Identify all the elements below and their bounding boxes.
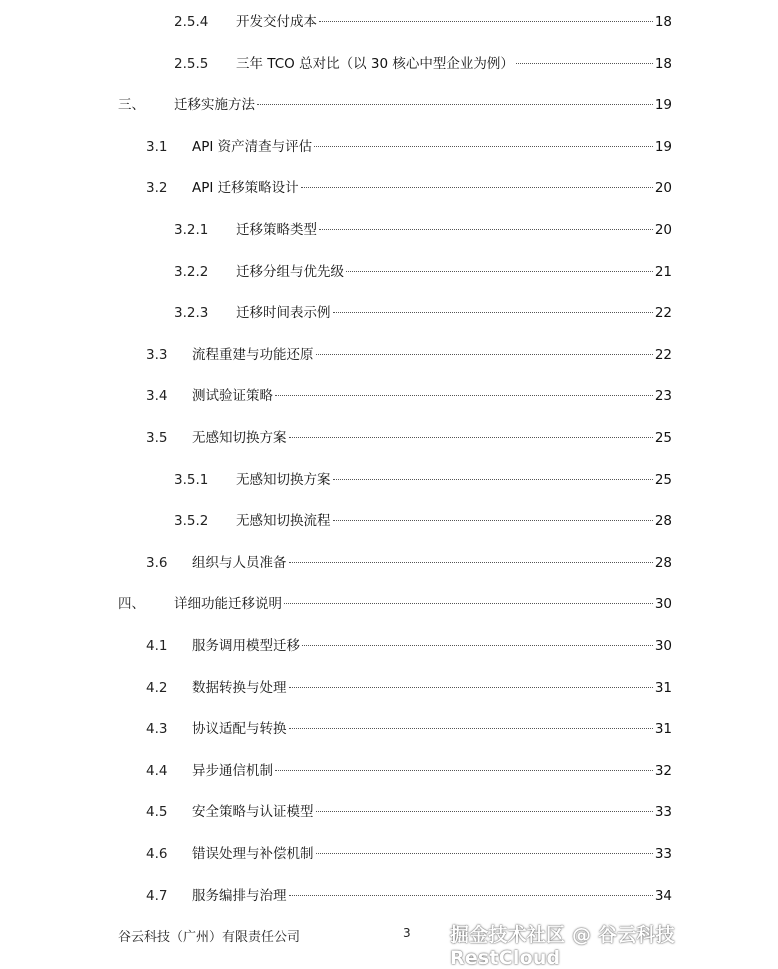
toc-entry-page-number: 34 — [654, 887, 672, 904]
toc-entry-title: 服务调用模型迁移 — [192, 638, 300, 654]
toc-entry-title: 三年 TCO 总对比（以 30 核心中型企业为例） — [236, 55, 514, 72]
toc-entry[interactable] — [146, 761, 672, 781]
toc-entry-number: 3.5.2 — [174, 513, 209, 530]
toc-entry-page-number: 21 — [654, 263, 672, 280]
toc-entry-page-number: 18 — [654, 55, 672, 72]
toc-entry-page-number: 33 — [654, 846, 672, 862]
toc-entry-number: 四、 — [118, 596, 145, 613]
toc-entry-page-number: 31 — [654, 679, 672, 696]
toc-entry-title: 服务编排与治理 — [192, 887, 287, 904]
toc-entry[interactable] — [174, 470, 672, 490]
toc-dot-leader — [284, 603, 653, 604]
toc-entry[interactable] — [146, 844, 672, 864]
toc-entry-title: 协议适配与转换 — [192, 721, 287, 738]
toc-dot-leader — [289, 562, 653, 563]
toc-entry-number: 4.5 — [146, 804, 168, 821]
toc-dot-leader — [319, 229, 653, 230]
toc-entry[interactable] — [174, 12, 672, 32]
toc-entry[interactable] — [146, 178, 672, 198]
toc-entry-number: 4.7 — [146, 887, 168, 904]
toc-entry-title: 迁移时间表示例 — [236, 305, 331, 322]
toc-entry-page-number: 32 — [654, 762, 672, 779]
toc-entry-number: 3.5 — [146, 430, 168, 446]
toc-entry-page-number: 22 — [654, 346, 672, 363]
toc-dot-leader — [257, 104, 653, 105]
toc-entry-number: 4.2 — [146, 679, 168, 696]
toc-entry[interactable] — [146, 802, 672, 822]
toc-entry-title: 数据转换与处理 — [192, 679, 287, 696]
toc-entry-page-number: 19 — [654, 97, 672, 114]
toc-entry-page-number: 28 — [654, 513, 672, 530]
toc-entry[interactable] — [174, 303, 672, 323]
toc-dot-leader — [316, 354, 653, 355]
toc-entry-page-number: 20 — [654, 222, 672, 238]
toc-entry[interactable] — [146, 719, 672, 739]
toc-dot-leader — [333, 479, 653, 480]
toc-entry-page-number: 19 — [654, 138, 672, 155]
toc-entry-number: 3.3 — [146, 346, 168, 363]
toc-entry-title: 测试验证策略 — [192, 388, 273, 405]
toc-entry-number: 2.5.5 — [174, 55, 209, 72]
toc-dot-leader — [333, 520, 653, 521]
toc-entry-title: 安全策略与认证模型 — [192, 804, 314, 821]
toc-entry-page-number: 18 — [654, 14, 672, 30]
toc-entry-number: 4.6 — [146, 846, 168, 862]
toc-entry[interactable] — [146, 886, 672, 906]
toc-dot-leader — [346, 271, 653, 272]
toc-entry[interactable] — [174, 220, 672, 240]
toc-entry[interactable] — [174, 54, 672, 74]
toc-entry[interactable] — [118, 594, 672, 614]
toc-entry-number: 3.2.1 — [174, 222, 209, 238]
toc-dot-leader — [289, 895, 653, 896]
toc-dot-leader — [302, 645, 653, 646]
toc-entry-title: 迁移分组与优先级 — [236, 263, 344, 280]
toc-dot-leader — [289, 728, 653, 729]
toc-dot-leader — [301, 187, 653, 188]
toc-dot-leader — [316, 811, 653, 812]
toc-entry-title: 详细功能迁移说明 — [174, 596, 282, 613]
toc-entry-page-number: 23 — [654, 388, 672, 405]
toc-entry-number: 3.5.1 — [174, 471, 209, 488]
toc-entry-title: 无感知切换方案 — [192, 430, 287, 446]
toc-entry-number: 4.4 — [146, 762, 168, 779]
footer-company-name: 谷云科技（广州）有限责任公司 — [118, 930, 301, 945]
toc-entry[interactable] — [146, 345, 672, 365]
toc-entry-number: 4.1 — [146, 638, 168, 654]
toc-entry-number: 3.1 — [146, 138, 168, 155]
toc-dot-leader — [316, 853, 653, 854]
page-footer — [0, 920, 778, 969]
toc-entry-page-number: 25 — [654, 430, 672, 446]
toc-entry[interactable] — [146, 678, 672, 698]
toc-entry-title: API 资产清查与评估 — [192, 138, 313, 155]
toc-entry-number: 3.2.3 — [174, 305, 209, 322]
toc-dot-leader — [516, 63, 653, 64]
toc-entry-title: API 迁移策略设计 — [192, 180, 299, 197]
toc-entry[interactable] — [146, 428, 672, 448]
toc-dot-leader — [275, 395, 653, 396]
toc-entry-page-number: 20 — [654, 180, 672, 197]
toc-entry-number: 3.4 — [146, 388, 168, 405]
toc-entry-title: 流程重建与功能还原 — [192, 346, 314, 363]
toc-entry-page-number: 33 — [654, 804, 672, 821]
toc-entry[interactable] — [146, 636, 672, 656]
toc-entry-title: 迁移实施方法 — [174, 97, 255, 114]
toc-entry-number: 3.2.2 — [174, 263, 209, 280]
watermark-text: 掘金技术社区 @ 谷云科技RestCloud — [450, 924, 675, 969]
toc-dot-leader — [333, 312, 653, 313]
footer-page-number: 3 — [403, 926, 411, 940]
toc-entry-title: 错误处理与补偿机制 — [192, 846, 314, 862]
toc-entry-title: 迁移策略类型 — [236, 222, 317, 238]
toc-entry-title: 异步通信机制 — [192, 762, 273, 779]
toc-entry-page-number: 25 — [654, 471, 672, 488]
toc-entry-number: 3.2 — [146, 180, 168, 197]
toc-entry-number: 3.6 — [146, 554, 168, 571]
toc-entry-page-number: 22 — [654, 305, 672, 322]
toc-entry-page-number: 30 — [654, 638, 672, 654]
toc-entry[interactable] — [146, 553, 672, 573]
toc-entry-page-number: 31 — [654, 721, 672, 738]
toc-entry-title: 无感知切换方案 — [236, 471, 331, 488]
toc-entry-title: 开发交付成本 — [236, 14, 317, 30]
toc-entry[interactable] — [174, 511, 672, 531]
toc-entry-page-number: 30 — [654, 596, 672, 613]
toc-dot-leader — [314, 146, 653, 147]
toc-dot-leader — [289, 437, 653, 438]
toc-entry-number: 三、 — [118, 97, 145, 114]
toc-entry-title: 组织与人员准备 — [192, 554, 287, 571]
toc-entry[interactable] — [146, 137, 672, 157]
toc-entry-number: 2.5.4 — [174, 14, 209, 30]
toc-entry-title: 无感知切换流程 — [236, 513, 331, 530]
toc-dot-leader — [319, 21, 653, 22]
toc-entry[interactable] — [118, 95, 672, 115]
toc-entry[interactable] — [146, 386, 672, 406]
toc-entry-number: 4.3 — [146, 721, 168, 738]
toc-entry[interactable] — [174, 262, 672, 282]
toc-dot-leader — [289, 687, 653, 688]
toc-entry-page-number: 28 — [654, 554, 672, 571]
toc-dot-leader — [275, 770, 653, 771]
